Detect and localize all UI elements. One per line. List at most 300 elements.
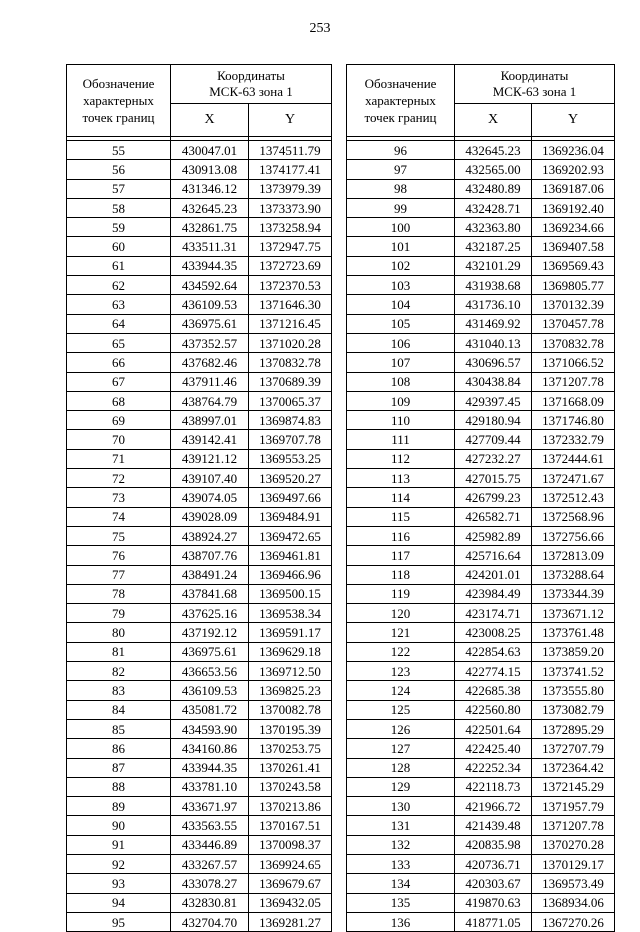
- x-coordinate-cell: 418771.05: [455, 912, 532, 931]
- header-x: X: [455, 104, 532, 137]
- header-points-label: [67, 65, 171, 137]
- y-coordinate-cell: 1369461.81: [249, 546, 332, 565]
- table-row: [347, 469, 615, 488]
- point-number-cell: 106: [347, 333, 455, 352]
- point-number-cell: 124: [347, 681, 455, 700]
- point-number-cell: 79: [67, 604, 171, 623]
- x-coordinate-cell: 433446.89: [171, 835, 249, 854]
- x-coordinate-cell: 426799.23: [455, 488, 532, 507]
- y-coordinate-cell: 1370213.86: [249, 797, 332, 816]
- x-coordinate-cell: 421439.48: [455, 816, 532, 835]
- y-coordinate-cell: 1371207.78: [532, 816, 615, 835]
- x-coordinate-cell: 433563.55: [171, 816, 249, 835]
- point-number-cell: 132: [347, 835, 455, 854]
- table-row: [347, 797, 615, 816]
- x-coordinate-cell: 437192.12: [171, 623, 249, 642]
- y-coordinate-cell: 1372512.43: [532, 488, 615, 507]
- point-number-cell: 77: [67, 565, 171, 584]
- y-coordinate-cell: 1369466.96: [249, 565, 332, 584]
- table-row: [347, 256, 615, 275]
- y-coordinate-cell: 1374177.41: [249, 160, 332, 179]
- y-coordinate-cell: 1374511.79: [249, 141, 332, 160]
- x-coordinate-cell: 436109.53: [171, 295, 249, 314]
- point-number-cell: 69: [67, 411, 171, 430]
- point-number-cell: 80: [67, 623, 171, 642]
- table-row: [67, 160, 332, 179]
- y-coordinate-cell: 1372145.29: [532, 777, 615, 796]
- table-row: [67, 604, 332, 623]
- y-coordinate-cell: 1373741.52: [532, 662, 615, 681]
- table-row: [347, 353, 615, 372]
- y-coordinate-cell: 1370832.78: [249, 353, 332, 372]
- header-coordinates: [171, 65, 332, 104]
- y-coordinate-cell: 1369591.17: [249, 623, 332, 642]
- point-number-cell: 83: [67, 681, 171, 700]
- x-coordinate-cell: 424201.01: [455, 565, 532, 584]
- table-row: [67, 141, 332, 160]
- x-coordinate-cell: 425716.64: [455, 546, 532, 565]
- x-coordinate-cell: 437352.57: [171, 333, 249, 352]
- y-coordinate-cell: 1369472.65: [249, 526, 332, 545]
- table-row: [347, 565, 615, 584]
- table-row: [67, 488, 332, 507]
- y-coordinate-cell: 1371668.09: [532, 391, 615, 410]
- point-number-cell: 81: [67, 642, 171, 661]
- y-coordinate-cell: 1372332.79: [532, 430, 615, 449]
- y-coordinate-cell: 1372947.75: [249, 237, 332, 256]
- x-coordinate-cell: 422425.40: [455, 739, 532, 758]
- point-number-cell: 82: [67, 662, 171, 681]
- y-coordinate-cell: 1369187.06: [532, 179, 615, 198]
- x-coordinate-cell: 432645.23: [455, 141, 532, 160]
- y-coordinate-cell: 1370832.78: [532, 333, 615, 352]
- table-row: [347, 372, 615, 391]
- y-coordinate-cell: 1371746.80: [532, 411, 615, 430]
- table-row: [347, 507, 615, 526]
- point-number-cell: 66: [67, 353, 171, 372]
- x-coordinate-cell: 438924.27: [171, 526, 249, 545]
- table-row: [67, 526, 332, 545]
- y-coordinate-cell: 1373979.39: [249, 179, 332, 198]
- point-number-cell: 134: [347, 874, 455, 893]
- point-number-cell: 121: [347, 623, 455, 642]
- x-coordinate-cell: 422560.80: [455, 700, 532, 719]
- table-row: [67, 353, 332, 372]
- coordinates-table-left: [66, 64, 332, 932]
- point-number-cell: 85: [67, 719, 171, 738]
- y-coordinate-cell: 1369924.65: [249, 854, 332, 873]
- y-coordinate-cell: 1373288.64: [532, 565, 615, 584]
- point-number-cell: 102: [347, 256, 455, 275]
- x-coordinate-cell: 436975.61: [171, 642, 249, 661]
- y-coordinate-cell: 1373258.94: [249, 218, 332, 237]
- table-row: [347, 912, 615, 931]
- y-coordinate-cell: 1372444.61: [532, 449, 615, 468]
- header-coordinates: [455, 65, 615, 104]
- header-coordinates-line1: Координаты: [217, 68, 285, 83]
- y-coordinate-cell: 1372813.09: [532, 546, 615, 565]
- table-row: [347, 333, 615, 352]
- header-points-label: [347, 65, 455, 137]
- point-number-cell: 78: [67, 584, 171, 603]
- y-coordinate-cell: 1370253.75: [249, 739, 332, 758]
- x-coordinate-cell: 430047.01: [171, 141, 249, 160]
- x-coordinate-cell: 438491.24: [171, 565, 249, 584]
- point-number-cell: 56: [67, 160, 171, 179]
- point-number-cell: 91: [67, 835, 171, 854]
- header-label-line: характерных: [83, 93, 154, 108]
- table-row: [67, 854, 332, 873]
- x-coordinate-cell: 420303.67: [455, 874, 532, 893]
- y-coordinate-cell: 1372723.69: [249, 256, 332, 275]
- table-row: [67, 700, 332, 719]
- y-coordinate-cell: 1369281.27: [249, 912, 332, 931]
- x-coordinate-cell: 431469.92: [455, 314, 532, 333]
- table-row: [347, 681, 615, 700]
- y-coordinate-cell: 1370082.78: [249, 700, 332, 719]
- table-row: [67, 411, 332, 430]
- header-y: Y: [532, 104, 615, 137]
- point-number-cell: 86: [67, 739, 171, 758]
- x-coordinate-cell: 423984.49: [455, 584, 532, 603]
- header-label-line: характерных: [365, 93, 436, 108]
- y-coordinate-cell: 1371020.28: [249, 333, 332, 352]
- x-coordinate-cell: 422685.38: [455, 681, 532, 700]
- table-row: [67, 218, 332, 237]
- table-body-right: [347, 141, 615, 932]
- table-row: [67, 835, 332, 854]
- table-row: [67, 449, 332, 468]
- table-row: [347, 218, 615, 237]
- table-row: [67, 874, 332, 893]
- y-coordinate-cell: 1369484.91: [249, 507, 332, 526]
- x-coordinate-cell: 433671.97: [171, 797, 249, 816]
- y-coordinate-cell: 1369805.77: [532, 276, 615, 295]
- y-coordinate-cell: 1372364.42: [532, 758, 615, 777]
- page-number: 253: [309, 21, 331, 36]
- header-coordinates-line2: МСК-63 зона 1: [492, 84, 577, 99]
- point-number-cell: 112: [347, 449, 455, 468]
- y-coordinate-cell: 1369407.58: [532, 237, 615, 256]
- y-coordinate-cell: 1371646.30: [249, 295, 332, 314]
- y-coordinate-cell: 1369538.34: [249, 604, 332, 623]
- point-number-cell: 111: [347, 430, 455, 449]
- y-coordinate-cell: 1370195.39: [249, 719, 332, 738]
- point-number-cell: 75: [67, 526, 171, 545]
- y-coordinate-cell: 1369500.15: [249, 584, 332, 603]
- table-row: [347, 488, 615, 507]
- x-coordinate-cell: 436109.53: [171, 681, 249, 700]
- x-coordinate-cell: 430696.57: [455, 353, 532, 372]
- point-number-cell: 94: [67, 893, 171, 912]
- y-coordinate-cell: 1369679.67: [249, 874, 332, 893]
- table-row: [347, 160, 615, 179]
- y-coordinate-cell: 1370065.37: [249, 391, 332, 410]
- table-row: [347, 700, 615, 719]
- point-number-cell: 92: [67, 854, 171, 873]
- y-coordinate-cell: 1370261.41: [249, 758, 332, 777]
- y-coordinate-cell: 1369573.49: [532, 874, 615, 893]
- x-coordinate-cell: 438764.79: [171, 391, 249, 410]
- x-coordinate-cell: 423008.25: [455, 623, 532, 642]
- x-coordinate-cell: 431040.13: [455, 333, 532, 352]
- point-number-cell: 126: [347, 719, 455, 738]
- table-row: [67, 584, 332, 603]
- y-coordinate-cell: 1373671.12: [532, 604, 615, 623]
- point-number-cell: 98: [347, 179, 455, 198]
- x-coordinate-cell: 432428.71: [455, 198, 532, 217]
- point-number-cell: 88: [67, 777, 171, 796]
- y-coordinate-cell: 1369629.18: [249, 642, 332, 661]
- point-number-cell: 71: [67, 449, 171, 468]
- point-number-cell: 55: [67, 141, 171, 160]
- point-number-cell: 99: [347, 198, 455, 217]
- x-coordinate-cell: 433781.10: [171, 777, 249, 796]
- point-number-cell: 58: [67, 198, 171, 217]
- table-row: [67, 430, 332, 449]
- point-number-cell: 84: [67, 700, 171, 719]
- point-number-cell: 136: [347, 912, 455, 931]
- point-number-cell: 113: [347, 469, 455, 488]
- table-row: [347, 719, 615, 738]
- point-number-cell: 89: [67, 797, 171, 816]
- table-row: [67, 314, 332, 333]
- point-number-cell: 62: [67, 276, 171, 295]
- table-row: [67, 623, 332, 642]
- y-coordinate-cell: 1373761.48: [532, 623, 615, 642]
- x-coordinate-cell: 423174.71: [455, 604, 532, 623]
- x-coordinate-cell: 430913.08: [171, 160, 249, 179]
- table-row: [67, 391, 332, 410]
- y-coordinate-cell: 1371216.45: [249, 314, 332, 333]
- point-number-cell: 129: [347, 777, 455, 796]
- x-coordinate-cell: 433078.27: [171, 874, 249, 893]
- point-number-cell: 107: [347, 353, 455, 372]
- x-coordinate-cell: 439028.09: [171, 507, 249, 526]
- y-coordinate-cell: 1369432.05: [249, 893, 332, 912]
- y-coordinate-cell: 1369569.43: [532, 256, 615, 275]
- point-number-cell: 73: [67, 488, 171, 507]
- y-coordinate-cell: 1372471.67: [532, 469, 615, 488]
- table-row: [67, 469, 332, 488]
- point-number-cell: 109: [347, 391, 455, 410]
- table-row: [347, 391, 615, 410]
- point-number-cell: 119: [347, 584, 455, 603]
- table-row: [347, 526, 615, 545]
- table-row: [67, 797, 332, 816]
- x-coordinate-cell: 431346.12: [171, 179, 249, 198]
- table-row: [347, 237, 615, 256]
- x-coordinate-cell: 439107.40: [171, 469, 249, 488]
- point-number-cell: 108: [347, 372, 455, 391]
- table-row: [347, 662, 615, 681]
- table-row: [347, 584, 615, 603]
- x-coordinate-cell: 436653.56: [171, 662, 249, 681]
- y-coordinate-cell: 1373555.80: [532, 681, 615, 700]
- y-coordinate-cell: 1368934.06: [532, 893, 615, 912]
- x-coordinate-cell: 433944.35: [171, 256, 249, 275]
- table-row: [67, 179, 332, 198]
- point-number-cell: 103: [347, 276, 455, 295]
- table-row: [347, 141, 615, 160]
- y-coordinate-cell: 1369192.40: [532, 198, 615, 217]
- table-row: [67, 333, 332, 352]
- table-row: [347, 314, 615, 333]
- y-coordinate-cell: 1367270.26: [532, 912, 615, 931]
- point-number-cell: 114: [347, 488, 455, 507]
- table-row: [67, 642, 332, 661]
- y-coordinate-cell: 1372895.29: [532, 719, 615, 738]
- table-row: [67, 681, 332, 700]
- point-number-cell: 118: [347, 565, 455, 584]
- x-coordinate-cell: 432861.75: [171, 218, 249, 237]
- header-x: X: [171, 104, 249, 137]
- table-row: [347, 449, 615, 468]
- x-coordinate-cell: 436975.61: [171, 314, 249, 333]
- table-row: [347, 835, 615, 854]
- table-row: [347, 295, 615, 314]
- y-coordinate-cell: 1369707.78: [249, 430, 332, 449]
- x-coordinate-cell: 422252.34: [455, 758, 532, 777]
- x-coordinate-cell: 432704.70: [171, 912, 249, 931]
- table-row: [67, 372, 332, 391]
- x-coordinate-cell: 422854.63: [455, 642, 532, 661]
- point-number-cell: 131: [347, 816, 455, 835]
- point-number-cell: 61: [67, 256, 171, 275]
- header-y: Y: [249, 104, 332, 137]
- x-coordinate-cell: 422501.64: [455, 719, 532, 738]
- x-coordinate-cell: 430438.84: [455, 372, 532, 391]
- point-number-cell: 116: [347, 526, 455, 545]
- y-coordinate-cell: 1371957.79: [532, 797, 615, 816]
- x-coordinate-cell: 420835.98: [455, 835, 532, 854]
- x-coordinate-cell: 427709.44: [455, 430, 532, 449]
- x-coordinate-cell: 431736.10: [455, 295, 532, 314]
- point-number-cell: 125: [347, 700, 455, 719]
- table-row: [67, 256, 332, 275]
- y-coordinate-cell: 1369497.66: [249, 488, 332, 507]
- x-coordinate-cell: 427015.75: [455, 469, 532, 488]
- x-coordinate-cell: 431938.68: [455, 276, 532, 295]
- table-row: [347, 874, 615, 893]
- y-coordinate-cell: 1373373.90: [249, 198, 332, 217]
- x-coordinate-cell: 432565.00: [455, 160, 532, 179]
- point-number-cell: 70: [67, 430, 171, 449]
- x-coordinate-cell: 434592.64: [171, 276, 249, 295]
- y-coordinate-cell: 1370270.28: [532, 835, 615, 854]
- y-coordinate-cell: 1369236.04: [532, 141, 615, 160]
- point-number-cell: 110: [347, 411, 455, 430]
- table-row: [67, 739, 332, 758]
- table-row: [67, 912, 332, 931]
- y-coordinate-cell: 1370243.58: [249, 777, 332, 796]
- point-number-cell: 87: [67, 758, 171, 777]
- point-number-cell: 130: [347, 797, 455, 816]
- point-number-cell: 101: [347, 237, 455, 256]
- point-number-cell: 104: [347, 295, 455, 314]
- point-number-cell: 105: [347, 314, 455, 333]
- x-coordinate-cell: 432187.25: [455, 237, 532, 256]
- table-row: [67, 198, 332, 217]
- point-number-cell: 65: [67, 333, 171, 352]
- x-coordinate-cell: 432645.23: [171, 198, 249, 217]
- point-number-cell: 96: [347, 141, 455, 160]
- table-row: [67, 758, 332, 777]
- header-coordinates-line1: Координаты: [500, 68, 569, 83]
- point-number-cell: 133: [347, 854, 455, 873]
- table-row: [347, 546, 615, 565]
- y-coordinate-cell: 1373082.79: [532, 700, 615, 719]
- table-row: [67, 719, 332, 738]
- point-number-cell: 72: [67, 469, 171, 488]
- y-coordinate-cell: 1370457.78: [532, 314, 615, 333]
- point-number-cell: 115: [347, 507, 455, 526]
- x-coordinate-cell: 435081.72: [171, 700, 249, 719]
- table-row: [347, 276, 615, 295]
- y-coordinate-cell: 1372756.66: [532, 526, 615, 545]
- point-number-cell: 57: [67, 179, 171, 198]
- x-coordinate-cell: 419870.63: [455, 893, 532, 912]
- point-number-cell: 74: [67, 507, 171, 526]
- table-row: [347, 411, 615, 430]
- x-coordinate-cell: 437682.46: [171, 353, 249, 372]
- y-coordinate-cell: 1369874.83: [249, 411, 332, 430]
- point-number-cell: 63: [67, 295, 171, 314]
- point-number-cell: 135: [347, 893, 455, 912]
- table-row: [347, 198, 615, 217]
- x-coordinate-cell: 429397.45: [455, 391, 532, 410]
- y-coordinate-cell: 1372568.96: [532, 507, 615, 526]
- x-coordinate-cell: 433267.57: [171, 854, 249, 873]
- x-coordinate-cell: 432363.80: [455, 218, 532, 237]
- header-label-line: Обозначение: [82, 76, 155, 91]
- point-number-cell: 93: [67, 874, 171, 893]
- y-coordinate-cell: 1370129.17: [532, 854, 615, 873]
- x-coordinate-cell: 429180.94: [455, 411, 532, 430]
- y-coordinate-cell: 1369553.25: [249, 449, 332, 468]
- x-coordinate-cell: 439142.41: [171, 430, 249, 449]
- table-row: [67, 662, 332, 681]
- x-coordinate-cell: 427232.27: [455, 449, 532, 468]
- x-coordinate-cell: 432480.89: [455, 179, 532, 198]
- table-body-left: [67, 141, 332, 932]
- point-number-cell: 120: [347, 604, 455, 623]
- point-number-cell: 117: [347, 546, 455, 565]
- x-coordinate-cell: 434593.90: [171, 719, 249, 738]
- table-row: [347, 758, 615, 777]
- y-coordinate-cell: 1369202.93: [532, 160, 615, 179]
- point-number-cell: 95: [67, 912, 171, 931]
- y-coordinate-cell: 1370167.51: [249, 816, 332, 835]
- table-row: [67, 507, 332, 526]
- table-row: [347, 893, 615, 912]
- x-coordinate-cell: 439121.12: [171, 449, 249, 468]
- header-label-line: точек границ: [82, 110, 155, 125]
- x-coordinate-cell: 432101.29: [455, 256, 532, 275]
- point-number-cell: 76: [67, 546, 171, 565]
- y-coordinate-cell: 1373859.20: [532, 642, 615, 661]
- table-row: [347, 179, 615, 198]
- y-coordinate-cell: 1369825.23: [249, 681, 332, 700]
- x-coordinate-cell: 422774.15: [455, 662, 532, 681]
- x-coordinate-cell: 420736.71: [455, 854, 532, 873]
- y-coordinate-cell: 1370132.39: [532, 295, 615, 314]
- y-coordinate-cell: 1372370.53: [249, 276, 332, 295]
- point-number-cell: 122: [347, 642, 455, 661]
- point-number-cell: 59: [67, 218, 171, 237]
- point-number-cell: 128: [347, 758, 455, 777]
- point-number-cell: 90: [67, 816, 171, 835]
